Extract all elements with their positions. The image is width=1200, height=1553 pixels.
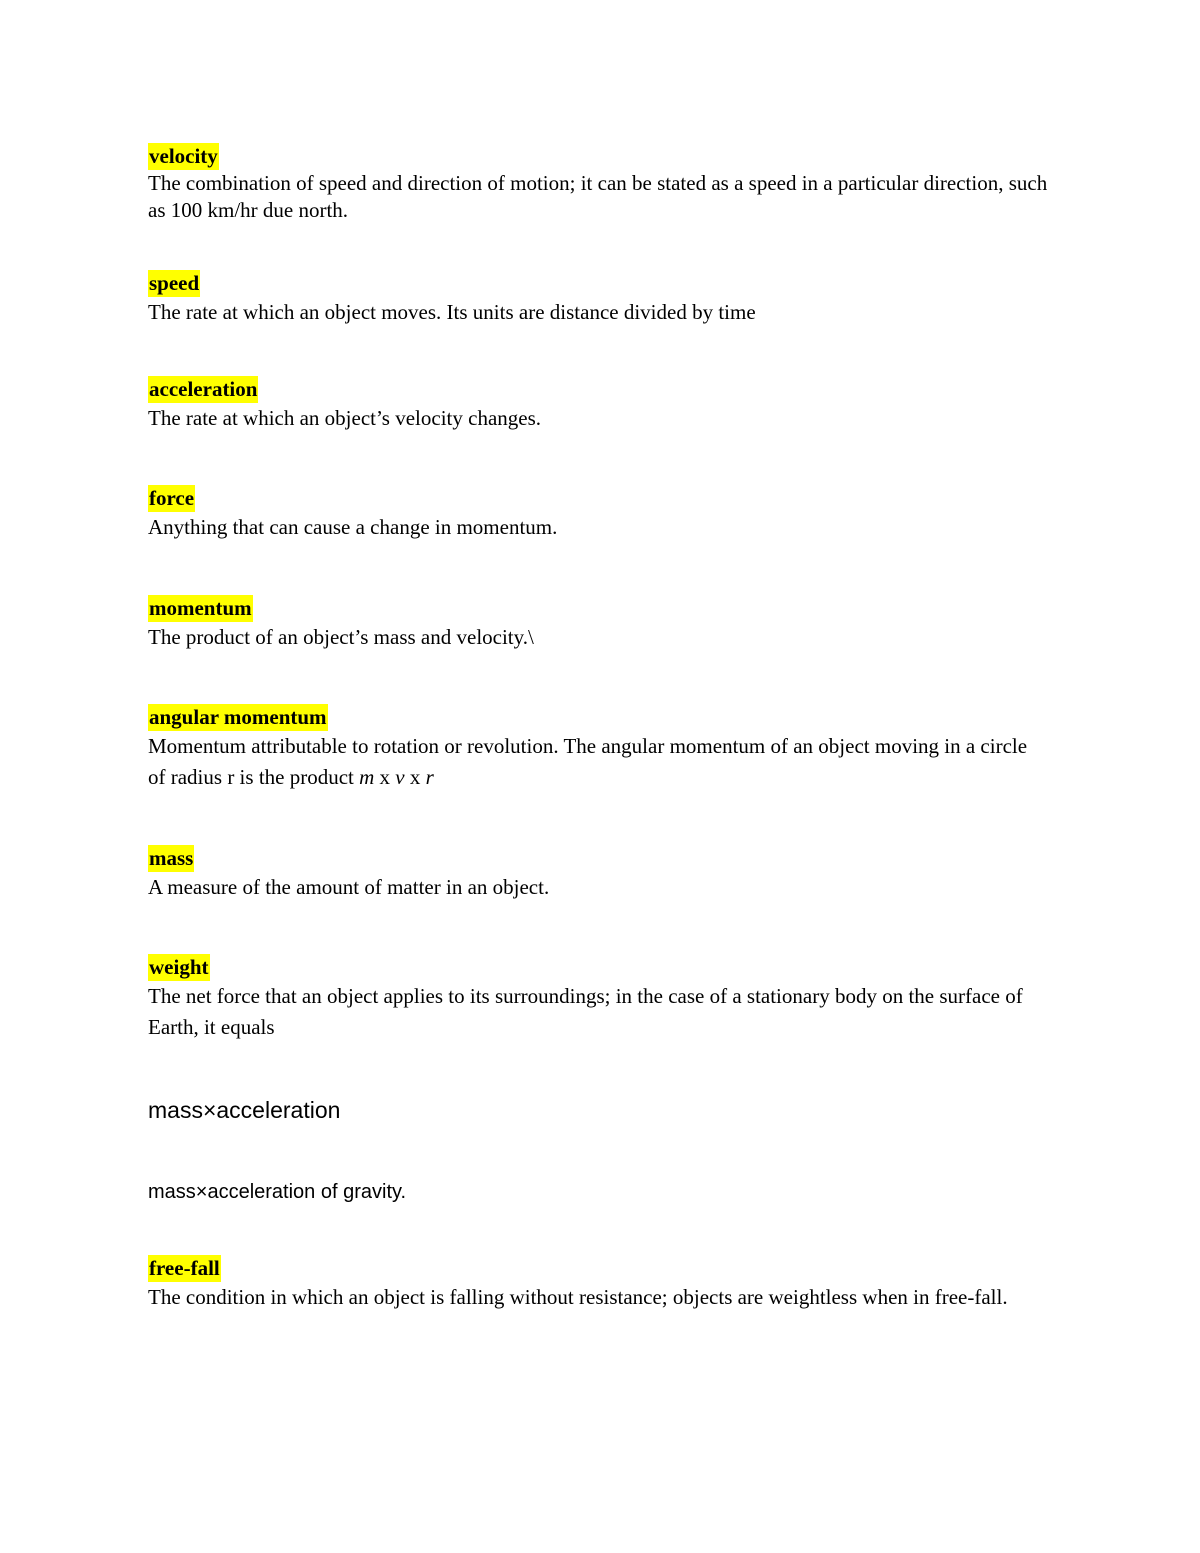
times-sign-2: x	[404, 765, 426, 789]
entry-angular-momentum	[148, 704, 1048, 793]
term-acceleration: acceleration	[149, 377, 258, 401]
term-free-fall: free-fall	[149, 1256, 220, 1280]
formula-mass-times-acceleration: mass×acceleration	[148, 1097, 341, 1123]
entry-velocity	[148, 143, 1048, 224]
definition-speed: The rate at which an object moves. Its units are distance divided by time	[148, 300, 756, 324]
definition-force: Anything that can cause a change in momentum.	[148, 515, 558, 539]
definition-velocity: The combination of speed and direction of motion; it can be stated as a speed in a particular direction, such as 100 km/hr due north.	[148, 171, 1048, 222]
symbol-v: v	[395, 765, 405, 789]
definition-mass: A measure of the amount of matter in an object.	[148, 875, 550, 899]
definition-momentum: The product of an object’s mass and velocity.\	[148, 625, 534, 649]
entry-force	[148, 485, 1048, 543]
term-velocity: velocity	[149, 144, 218, 168]
symbol-m: m	[359, 765, 375, 789]
entry-speed	[148, 270, 1048, 328]
entry-weight	[148, 954, 1048, 1043]
times-sign-1: x	[374, 765, 396, 789]
definition-angular-momentum	[148, 731, 1048, 793]
symbol-r: r	[425, 765, 434, 789]
term-speed: speed	[149, 271, 200, 295]
definition-acceleration: The rate at which an object’s velocity changes.	[148, 406, 542, 430]
entry-mass	[148, 845, 1048, 903]
mass-times-gravity-text: mass×acceleration of gravity.	[148, 1181, 407, 1203]
entry-free-fall	[148, 1255, 1048, 1313]
term-angular-momentum: angular momentum	[149, 705, 327, 729]
definition-weight: The net force that an object applies to its surroundings; in the case of a stationary body on the surface of Earth, it equals	[148, 984, 1023, 1039]
entry-acceleration	[148, 376, 1048, 434]
term-mass: mass	[149, 846, 194, 870]
definition-angular-momentum-text: Momentum attributable to rotation or revolution. The angular momentum of an object moving in a circle of radius r is the product	[148, 734, 1028, 789]
definition-free-fall: The condition in which an object is falling without resistance; objects are weightless when in free-fall.	[148, 1285, 1008, 1309]
entry-momentum	[148, 595, 1048, 653]
term-momentum: momentum	[149, 596, 252, 620]
term-force: force	[149, 486, 195, 510]
term-weight: weight	[149, 955, 209, 979]
